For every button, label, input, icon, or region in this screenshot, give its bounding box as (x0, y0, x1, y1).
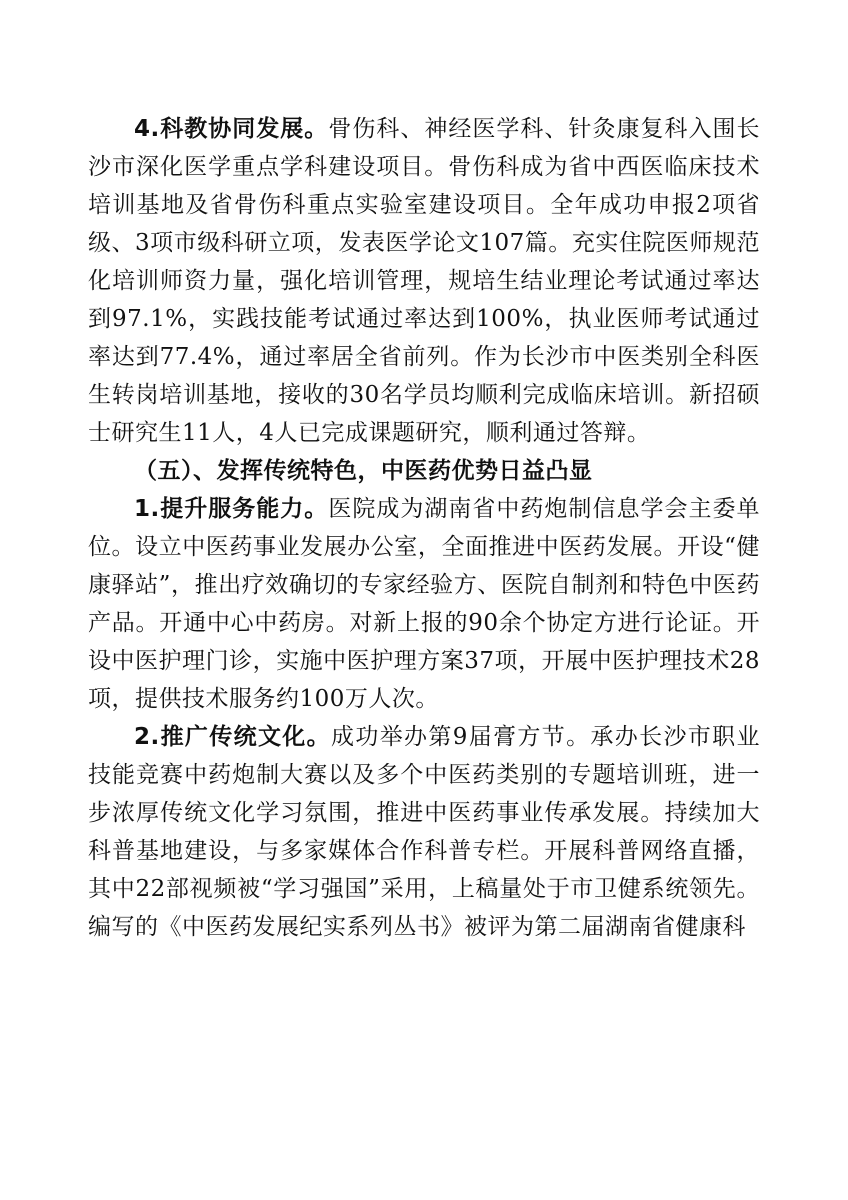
paragraph-text: 医院成为湖南省中药炮制信息学会主委单位。设立中医药事业发展办公室，全面推进中医药发展。开设“健康驿站”，推出疗效确切的专家经验方、医院自制剂和特色中医药产品。开通中心中药房。对新上报的90余个协定方进行论证。开设中医护理门诊，实施中医护理方案37项，开展中医护理技术28项，提供技术服务约100万人次。 (88, 496, 760, 712)
paragraph-lead: 2.推广传统文化。 (134, 724, 331, 750)
document-body (88, 110, 760, 946)
paragraph-text: 骨伤科、神经医学科、针灸康复科入围长沙市深化医学重点学科建设项目。骨伤科成为省中西医临床技术培训基地及省骨伤科重点实验室建设项目。全年成功申报2项省级、3项市级科研立项，发表医学论文107篇。充实住院医师规范化培训师资力量，强化培训管理，规培生结业理论考试通过率达到97.1%，实践技能考试通过率达到100%，执业医师考试通过率达到77.4%，通过率居全省前列。作为长沙市中医类别全科医生转岗培训基地，接收的30名学员均顺利完成临床培训。新招硕士研究生11人，4人已完成课题研究，顺利通过答辩。 (88, 116, 760, 446)
paragraph-lead: 1.提升服务能力。 (134, 496, 329, 522)
paragraph-lead: 4.科教协同发展。 (134, 116, 329, 142)
paragraph-traditional-culture (88, 718, 760, 946)
paragraph-science-education (88, 110, 760, 452)
paragraph-service-capacity (88, 490, 760, 718)
paragraph-text: 成功举办第9届膏方节。承办长沙市职业技能竞赛中药炮制大赛以及多个中医药类别的专题培训班，进一步浓厚传统文化学习氛围，推进中医药事业传承发展。持续加大科普基地建设，与多家媒体合作科普专栏。开展科普网络直播，其中22部视频被“学习强国”采用，上稿量处于市卫健系统领先。编写的《中医药发展纪实系列丛书》被评为第二届湖南省健康科 (88, 724, 760, 940)
section-heading: （五）、发挥传统特色，中医药优势日益凸显 (134, 458, 593, 484)
